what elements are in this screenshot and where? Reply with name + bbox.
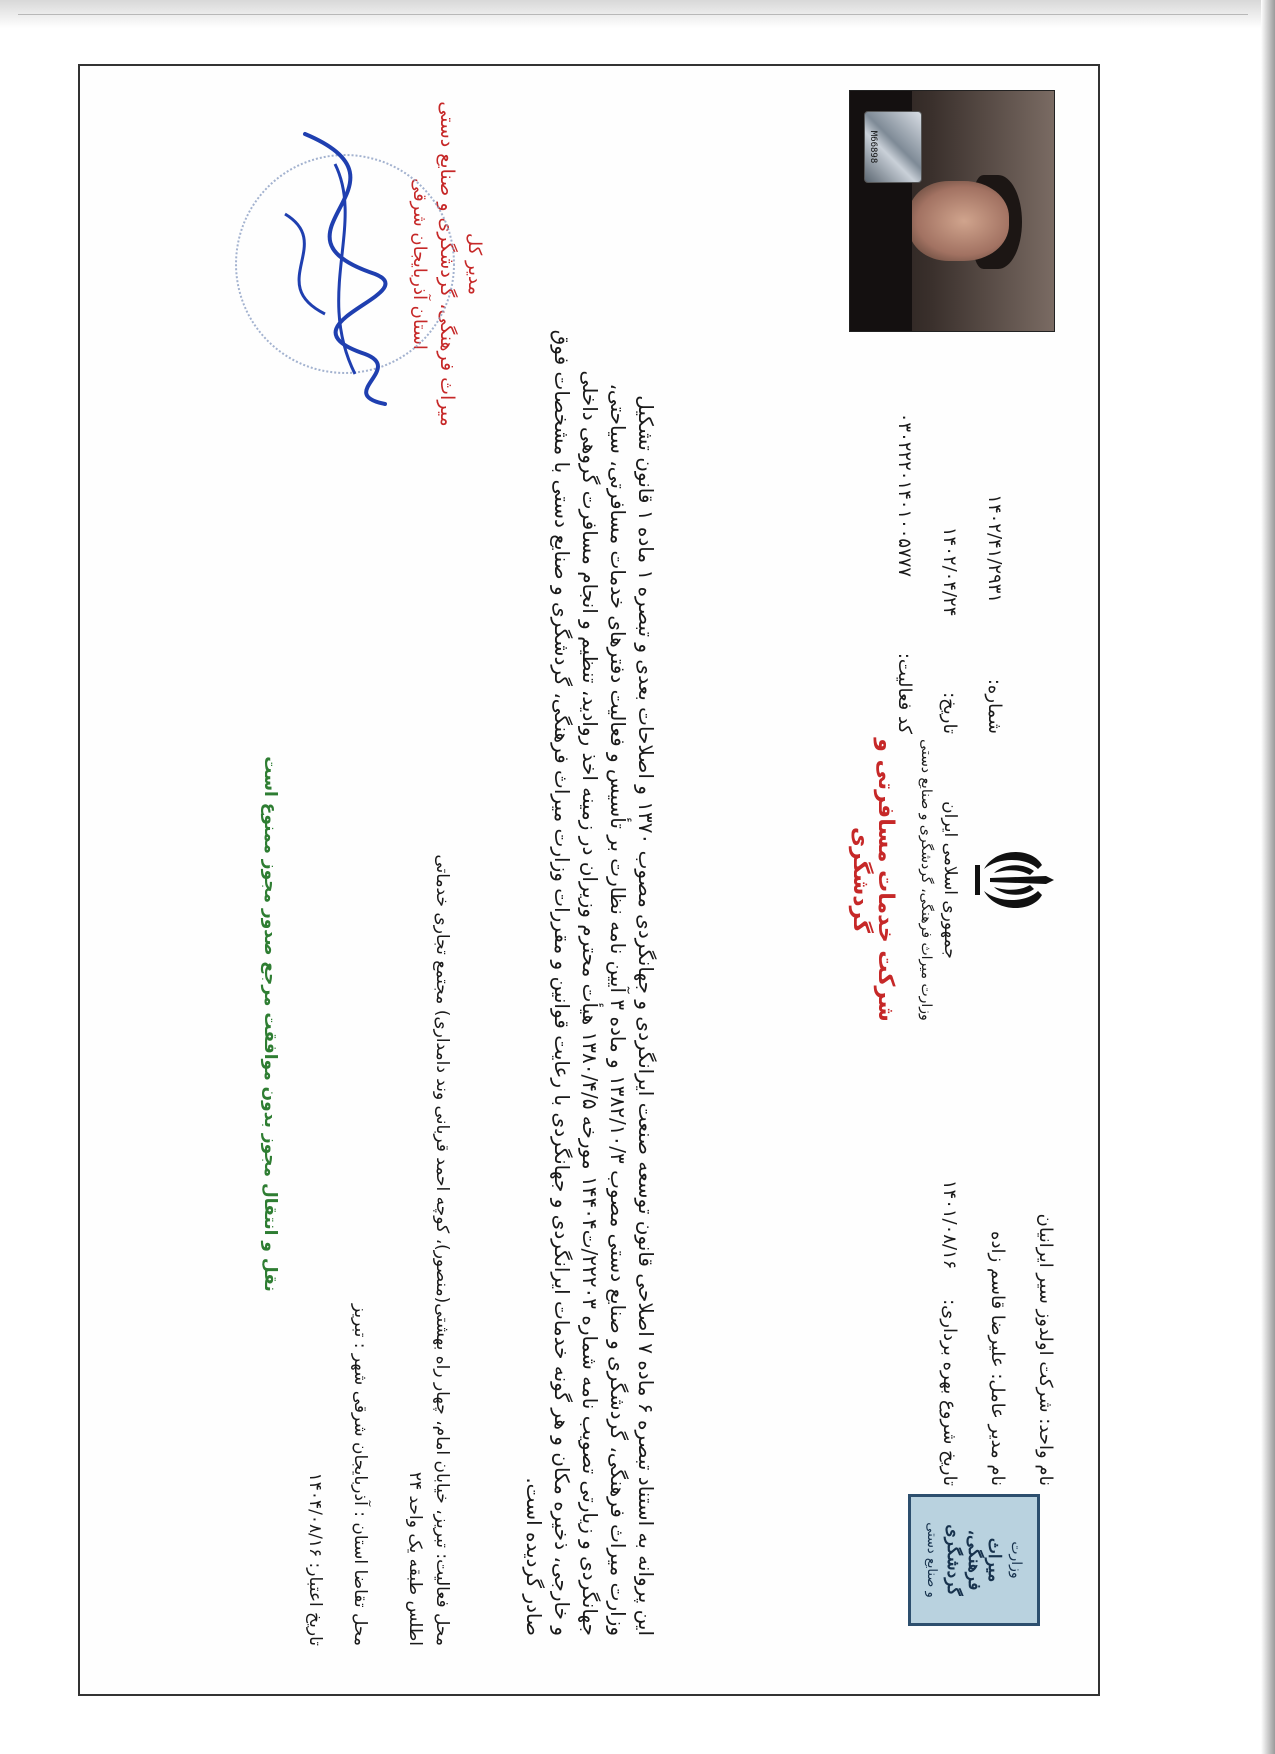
- activity-code-value: ۰۳۰۲۲۲۰۱۴۰۱۰۰۵۷۷۷: [894, 412, 915, 578]
- signature-block: [225, 94, 485, 434]
- document-number: [984, 344, 1005, 734]
- ministry-logo-line1: وزارت: [1008, 1541, 1025, 1579]
- document-date: [939, 344, 960, 734]
- body-line-2: وزارت میراث فرهنگی، گردشگری و صنایع دستی مصوب ۱۳۸۲/۱۰/۳ و ماده ۳ آیین نامه نظارت بر تأسیس و فعالیت دفترهای خدمات مسافرتی، سیاحتی،: [606, 383, 630, 1636]
- national-header: [848, 704, 1060, 1056]
- signature-title: مدیر کل: [464, 233, 485, 295]
- activity-location: [401, 346, 455, 1646]
- license-body: [520, 136, 660, 1636]
- request-location: محل تقاضا استان : آذربایجان شرقی شهر : تبریز: [350, 1303, 370, 1646]
- body-line-1: این پروانه به استناد تبصره ۶ ماده ۷ اصلاحی قانون توسعه صنعت ایرانگردی و جهانگردی مصوب ۱۳۷۰ و اصلاحات بعدی و تبصره ۱ ماده ۱ قانون تشکیل: [634, 395, 658, 1636]
- ministry-logo: [908, 1494, 1040, 1626]
- signature-province: استان آذربایجان شرقی: [409, 178, 430, 350]
- hologram-code: M66898: [868, 130, 878, 164]
- signature-scribble-icon: [225, 94, 485, 434]
- national-emblem-icon: [968, 835, 1060, 925]
- manager-name: نام مدیر عامل: علیرضا قاسم زاده: [987, 1231, 1008, 1486]
- document-date-label: تاریخ:: [939, 692, 960, 734]
- document-number-value: ۱۴۰۲/۴۱/۲۹۳۱: [984, 494, 1005, 604]
- transfer-notice: نقل و انتقال مجوز بدون موافقت مرجع صدور مجوز ممنوع است: [260, 756, 280, 1292]
- start-date-value: ۱۴۰۱/۰۸/۱۶: [939, 1179, 960, 1270]
- ministry-logo-line2: میراث فرهنگی، گردشگری: [943, 1524, 1005, 1596]
- ministry-name: وزارت میراث فرهنگی، گردشگری و صنایع دستی: [918, 739, 934, 1021]
- validity-date: تاریخ اعتبار: ۱۴۰۴/۰۸/۱۶: [305, 1472, 325, 1646]
- activity-location-line2: اطلس طبقه یک واحد ۲۴: [405, 1471, 425, 1646]
- scan-line: [18, 14, 1248, 15]
- body-line-5: صادر گردیده است.: [522, 1477, 546, 1636]
- document-number-label: شماره:: [984, 678, 1005, 734]
- unit-name: نام واحد: شرکت اولدوز سیر ایرانیان: [1035, 1213, 1056, 1486]
- government-title: جمهوری اسلامی ایران: [940, 801, 960, 959]
- scan-shadow-right: [1261, 0, 1275, 1754]
- activity-location-line1: محل فعالیت: تبریز، خیابان امام، چهار راه بهشتی(منصور)، کوچه احمد قربانی وند دامداری) مجتمع تجاری خدماتی: [432, 854, 452, 1646]
- company-type-title: شرکت خدمات مسافرتی و گردشگری: [848, 738, 898, 1022]
- signature-organization: میراث فرهنگی، گردشگری و صنایع دستی: [436, 101, 458, 427]
- certificate-content: [78, 64, 1100, 1696]
- document-date-value: ۱۴۰۲/۰۴/۲۴: [939, 526, 960, 617]
- activity-code: [894, 344, 915, 734]
- hologram-sticker: [864, 111, 922, 183]
- start-date-label: تاریخ شروع بهره برداری:: [939, 1299, 960, 1486]
- document-identifiers: [870, 344, 1005, 734]
- photo-face: [909, 181, 1009, 261]
- ministry-logo-line3: و صنایع دستی: [923, 1522, 939, 1598]
- body-line-4: و خارجی، ذخیره مکان و هر گونه خدمات ایرانگردی و جهانگردی با رعایت قوانین و مقررات وزارت میراث فرهنگی، گردشگری و صنایع دستی با مشخصات فوق: [550, 329, 574, 1636]
- body-line-3: جهانگردی و زیارتی تصویب نامه شماره ۲۲۲۰۳/ت۱۴۴۰۴ مورخه ۱۳۸۰/۴/۵ هیأت محترم وزیران در زمینه اخذ روادید، تنظیم و انجام مسافرت گروهی داخلی: [578, 370, 602, 1636]
- holder-photo: [849, 90, 1055, 332]
- activity-code-label: کد فعالیت:: [894, 652, 915, 734]
